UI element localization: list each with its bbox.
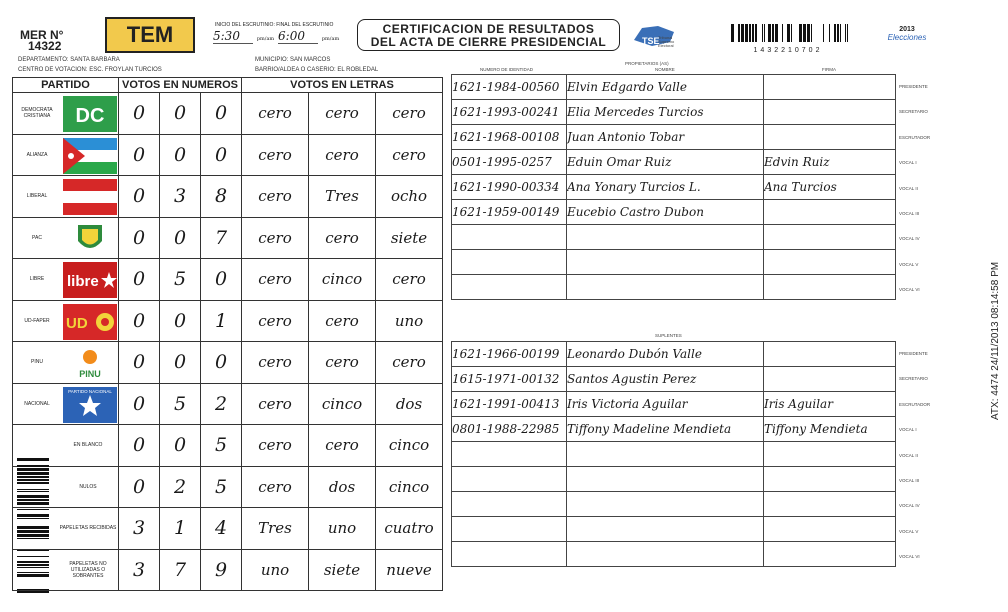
role-label: VOCAL VI [899,554,920,560]
member-name: Iris Victoria Aguilar [567,392,764,417]
vote-word: cero [309,134,376,176]
member-name [567,492,764,517]
party-cell [13,134,119,176]
municipio-line: MUNICIPIO: SAN MARCOS [255,57,331,63]
vote-digit: 0 [119,134,160,176]
vote-digit: 0 [119,342,160,384]
party-logo-icon [63,304,117,340]
mer-number-label [20,30,63,52]
member-signature [764,467,896,492]
vote-digit: 0 [119,259,160,301]
party-logo [63,387,117,423]
vote-word: cero [309,342,376,384]
member-name [567,467,764,492]
signature-row [452,275,896,300]
vote-word: cero [242,425,309,467]
vote-digit: 0 [201,134,242,176]
vote-row [13,383,443,425]
identity-number: 1621-1959-00149 [452,200,567,225]
role-label: SECRETARIO [899,376,928,382]
party-name: NULOS [79,483,97,490]
vote-digit: 0 [119,217,160,259]
signature-row [452,492,896,517]
vote-word: dos [309,466,376,508]
party-logo-icon [63,138,117,174]
svg-text:PARTIDO NACIONAL: PARTIDO NACIONAL [68,388,112,394]
elecciones-year: 2013 [899,26,915,33]
barrio-line: BARRIO/ALDEA O CASERIO: EL ROBLEDAL [255,67,379,73]
vote-row [13,259,443,301]
svg-text:TSE: TSE [642,36,660,46]
vote-digit: 1 [201,300,242,342]
member-name: Elvin Edgardo Valle [567,75,764,100]
vote-digit: 5 [160,383,201,425]
vote-word: cero [309,93,376,135]
vote-word: cero [242,93,309,135]
party-logo-icon [63,345,117,381]
member-signature [764,75,896,100]
vote-digit: 3 [119,549,160,591]
identity-number: 0801-1988-22985 [452,417,567,442]
vote-word: cinco [376,425,443,467]
role-label: VOCAL IV [899,236,920,242]
party-logo [63,345,117,381]
member-signature: Iris Aguilar [764,392,896,417]
hora-inicio-value: 5:30 [213,29,253,44]
party-logo-icon [63,262,117,298]
party-cell [13,93,119,135]
vote-digit: 0 [160,134,201,176]
barcode-left [17,455,49,600]
vote-digit: 0 [119,300,160,342]
signature-row [452,467,896,492]
vote-word: Tres [242,508,309,550]
identity-number: 0501-1995-0257 [452,150,567,175]
identity-number: 1621-1966-00199 [452,342,567,367]
suplentes-table [451,341,896,567]
signature-row [452,342,896,367]
identity-number: 1621-1993-00241 [452,100,567,125]
party-cell [13,300,119,342]
identity-number [452,542,567,567]
vote-digit: 2 [201,383,242,425]
party-logo-icon [63,179,117,215]
ampm-1: pm/am [256,36,275,42]
vote-word: uno [309,508,376,550]
member-name [567,275,764,300]
vote-word: cuatro [376,508,443,550]
party-name: PAPELETAS NO UTILIZADAS O SOBRANTES [69,560,107,579]
party-logo [63,221,117,257]
vote-word: cero [309,425,376,467]
vote-row [13,549,443,591]
role-label: ESCRUTADOR [899,134,931,140]
member-signature [764,492,896,517]
vote-word: nueve [376,549,443,591]
party-name: PAPELETAS RECIBIDAS [59,525,117,532]
vote-word: siete [376,217,443,259]
vote-word: cero [242,134,309,176]
party-logo [63,96,117,132]
hora-final-label: FINAL DEL ESCRUTINIO [276,22,334,28]
party-logo-icon [63,96,117,132]
col-firma-label: FIRMA [822,67,836,72]
member-name [567,225,764,250]
role-label: ESCRUTADOR [899,401,931,407]
identity-number: 1621-1991-00413 [452,392,567,417]
vote-digit: 0 [160,217,201,259]
member-name [567,542,764,567]
identity-number [452,517,567,542]
propietarios-table [451,74,896,300]
member-name: Santos Agustin Perez [567,367,764,392]
col-identidad-label: NUMERO DE IDENTIDAD [480,67,534,72]
vote-digit: 0 [119,425,160,467]
vote-digit: 1 [160,508,201,550]
vote-word: uno [242,549,309,591]
vote-digit: 9 [201,549,242,591]
departamento-line: DEPARTAMENTO: SANTA BARBARA [18,57,120,63]
vote-word: cero [242,300,309,342]
party-cell [13,383,119,425]
vote-word: cero [242,176,309,218]
vote-word: cero [376,134,443,176]
party-name: DEMOCRATA CRISTIANA [21,107,53,120]
vote-digit: 7 [201,217,242,259]
role-label: VOCAL IV [899,503,920,509]
vote-digit: 0 [119,466,160,508]
barcode-left-icon [17,455,49,595]
vote-digit: 0 [160,342,201,384]
signature-row [452,75,896,100]
vote-digit: 0 [160,93,201,135]
party-logo [63,304,117,340]
role-label: VOCAL V [899,528,919,534]
vote-word: cinco [376,466,443,508]
party-logo [63,138,117,174]
votes-table [12,77,443,591]
vote-word: cero [376,342,443,384]
vote-digit: 0 [201,259,242,301]
side-stamp: ATX: 4474 24/11/2013 08:14:58 PM [990,261,1001,420]
member-signature: Edvin Ruiz [764,150,896,175]
identity-number [452,250,567,275]
signature-row [452,250,896,275]
member-signature [764,367,896,392]
identity-number [452,225,567,250]
party-logo-icon [63,221,117,257]
vote-row [13,134,443,176]
vote-digit: 4 [201,508,242,550]
document-title [357,19,620,51]
party-name: EN BLANCO [73,442,103,449]
member-name: Juan Antonio Tobar [567,125,764,150]
member-name: Elia Mercedes Turcios [567,100,764,125]
mer-number: 14322 [28,39,62,53]
member-signature [764,225,896,250]
member-signature: Tiffony Mendieta [764,417,896,442]
vote-digit: 5 [201,425,242,467]
tem-label: TEM [126,22,174,47]
party-name: PAC [32,234,42,241]
role-label: VOCAL II [899,185,918,191]
vote-word: ocho [376,176,443,218]
party-logo-icon [63,387,117,423]
identity-number: 1621-1984-00560 [452,75,567,100]
member-signature [764,542,896,567]
party-name: ALIANZA [26,151,48,158]
vote-row [13,342,443,384]
vote-word: dos [376,383,443,425]
member-signature [764,275,896,300]
member-signature [764,100,896,125]
vote-word: cero [376,93,443,135]
vote-word: siete [309,549,376,591]
tem-badge [105,17,195,53]
vote-word: cinco [309,259,376,301]
vote-word: cero [309,217,376,259]
votes-body [13,93,443,591]
vote-digit: 8 [201,176,242,218]
barcode-number: 1432210702 [753,47,823,54]
member-name [567,517,764,542]
member-name [567,442,764,467]
vote-row [13,93,443,135]
party-name: UD-FAPER [24,317,50,324]
role-label: VOCAL I [899,160,917,166]
signature-row [452,417,896,442]
signature-row [452,542,896,567]
header-letras: VOTOS EN LETRAS [242,78,443,93]
member-signature [764,442,896,467]
member-signature [764,342,896,367]
member-signature [764,200,896,225]
party-name: NACIONAL [24,400,50,407]
member-name [567,250,764,275]
role-label: VOCAL V [899,261,919,267]
vote-digit: 0 [160,300,201,342]
identity-number: 1621-1990-00334 [452,175,567,200]
hora-labels: INICIO DEL ESCRUTINIO: FINAL DEL ESCRUTINIO [215,22,334,28]
role-label: PRESIDENTE [899,84,928,89]
party-name: LIBRE [29,276,45,283]
vote-word: cero [376,259,443,301]
signature-row [452,125,896,150]
signature-row [452,442,896,467]
vote-word: cero [242,259,309,301]
role-label: PRESIDENTE [899,351,928,356]
col-nombre-label: NOMBRE [655,67,675,72]
identity-number [452,275,567,300]
vote-digit: 2 [160,466,201,508]
vote-digit: 0 [119,383,160,425]
vote-digit: 0 [160,425,201,467]
barcode-top-icon [728,24,848,42]
svg-text:UD: UD [66,314,88,332]
party-cell [13,176,119,218]
vote-digit: 0 [119,93,160,135]
suplentes-label: SUPLENTES [655,333,682,338]
vote-digit: 5 [160,259,201,301]
propietarios-label: PROPIETARIOS (AS) [625,61,669,66]
signature-row [452,200,896,225]
vote-digit: 5 [201,466,242,508]
signature-row [452,392,896,417]
mer-label-text: MER N° [20,28,64,42]
identity-number: 1621-1968-00108 [452,125,567,150]
vote-digit: 7 [160,549,201,591]
party-cell [13,342,119,384]
vote-row [13,508,443,550]
header-partido: PARTIDO [13,78,119,93]
signature-row [452,175,896,200]
role-label: SECRETARIO [899,109,928,115]
svg-text:DC: DC [75,105,105,127]
party-cell [13,217,119,259]
identity-number [452,467,567,492]
member-name: Tiffony Madeline Mendieta [567,417,764,442]
identity-number [452,492,567,517]
svg-text:PINU: PINU [79,369,101,379]
title-line-1: CERTIFICACION DE RESULTADOS [382,22,595,36]
vote-row [13,176,443,218]
barcode-top [728,24,848,52]
svg-text:libre: libre [67,273,99,290]
signature-row [452,367,896,392]
member-name: Eduin Omar Ruiz [567,150,764,175]
member-name: Eucebio Castro Dubon [567,200,764,225]
elecciones-logo [882,26,932,52]
signature-row [452,517,896,542]
party-logo [63,262,117,298]
role-label: VOCAL II [899,452,918,458]
vote-word: cinco [309,383,376,425]
tse-label: Tribunal Supremo Electoral [658,35,675,48]
signature-row [452,225,896,250]
hora-final-value: 6:00 [278,29,318,44]
vote-row [13,425,443,467]
member-signature: Ana Turcios [764,175,896,200]
member-signature [764,517,896,542]
role-label: VOCAL I [899,427,917,433]
title-line-2: DEL ACTA DE CIERRE PRESIDENCIAL [370,35,607,49]
role-label: VOCAL III [899,478,920,483]
vote-row [13,466,443,508]
member-signature [764,125,896,150]
vote-digit: 0 [201,93,242,135]
member-name: Ana Yonary Turcios L. [567,175,764,200]
tse-logo-icon [630,22,682,52]
elecciones-label: Elecciones [887,33,927,42]
vote-word: cero [242,383,309,425]
vote-word: Tres [309,176,376,218]
vote-digit: 0 [201,342,242,384]
centro-line: CENTRO DE VOTACION: ESC. FROYLAN TURCIOS [18,67,162,73]
ampm-2: pm/am [321,36,340,42]
vote-row [13,300,443,342]
hora-inicio-label: INICIO DEL ESCRUTINIO [215,22,274,28]
vote-word: cero [242,342,309,384]
signature-row [452,150,896,175]
header-numeros: VOTOS EN NUMEROS [119,78,242,93]
vote-digit: 3 [160,176,201,218]
vote-word: cero [309,300,376,342]
party-logo [63,179,117,215]
hora-values [213,29,339,44]
party-name: LIBERAL [26,193,48,200]
vote-word: uno [376,300,443,342]
identity-number [452,442,567,467]
party-cell [13,259,119,301]
identity-number: 1615-1971-00132 [452,367,567,392]
vote-digit: 0 [119,176,160,218]
vote-digit: 3 [119,508,160,550]
vote-word: cero [242,217,309,259]
role-label: VOCAL III [899,211,920,216]
party-name: PINU [31,359,43,366]
member-signature [764,250,896,275]
role-label: VOCAL VI [899,287,920,293]
vote-word: cero [242,466,309,508]
signature-row [452,100,896,125]
member-name: Leonardo Dubón Valle [567,342,764,367]
vote-row [13,217,443,259]
